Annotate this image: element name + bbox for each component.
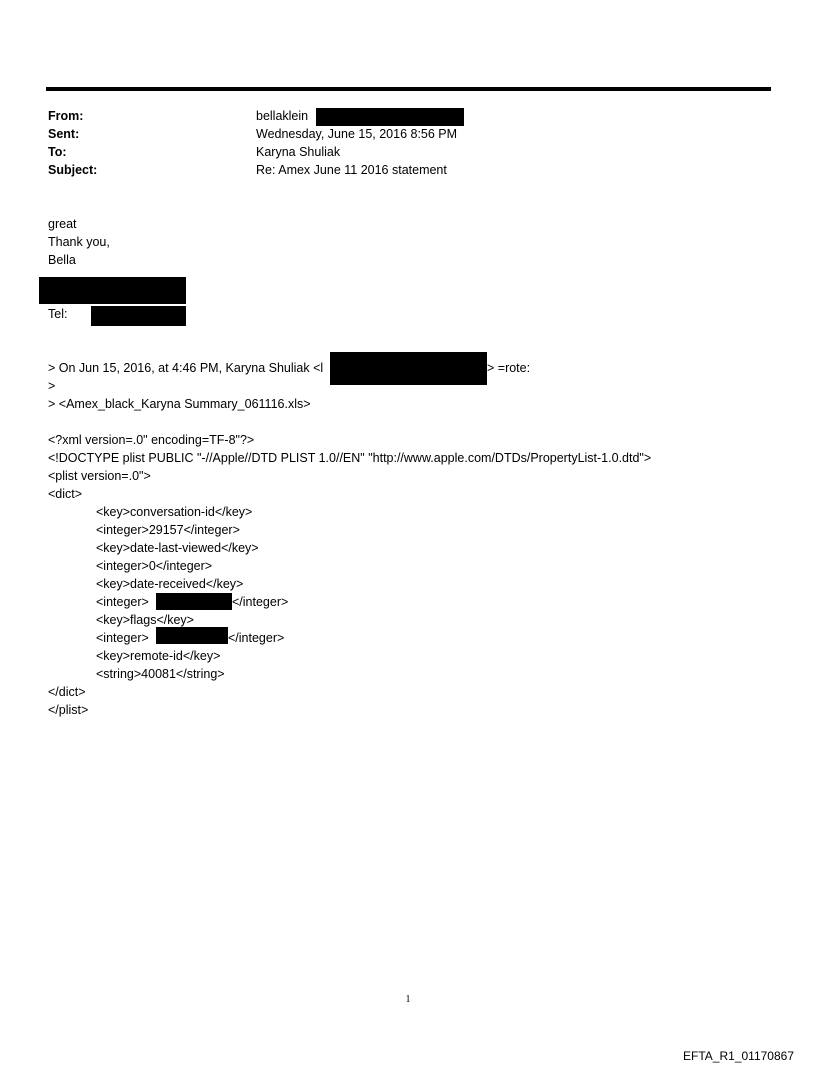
redaction-from-email (316, 108, 464, 126)
header-rule (46, 87, 771, 91)
dict-close-tag: </dict> (48, 685, 86, 699)
quote-line-2: > (48, 379, 56, 393)
plist-open-tag: <plist version=.0"> (48, 469, 151, 483)
plist-value-conversation-id: <integer>29157</integer> (96, 523, 240, 537)
plist-value-date-received-suffix: </integer> (232, 595, 289, 609)
plist-key-remote-id: <key>remote-id</key> (96, 649, 221, 663)
plist-close-tag: </plist> (48, 703, 89, 717)
plist-value-remote-id: <string>40081</string> (96, 667, 225, 681)
body-line-signature: Bella (48, 253, 76, 267)
to-value: Karyna Shuliak (256, 145, 341, 159)
plist-xml-declaration: <?xml version=.0" encoding=TF-8"?> (48, 433, 255, 447)
plist-key-conversation-id: <key>conversation-id</key> (96, 505, 253, 519)
to-label: To: (48, 145, 67, 159)
dict-open-tag: <dict> (48, 487, 83, 501)
bates-number: EFTA_R1_01170867 (683, 1049, 794, 1063)
plist-value-flags-prefix: <integer> (96, 631, 149, 645)
plist-value-flags-suffix: </integer> (228, 631, 285, 645)
plist-value-date-received-prefix: <integer> (96, 595, 149, 609)
page-number: 1 (405, 994, 411, 1005)
redaction-flags (156, 627, 228, 644)
quote-line-1 (48, 359, 323, 377)
plist-doctype: <!DOCTYPE plist PUBLIC "-//Apple//DTD PLIST 1.0//EN" "http://www.apple.com/DTDs/PropertyList-1.0.dtd"> (48, 451, 652, 465)
redaction-date-received (156, 593, 232, 610)
body-line-great: great (48, 217, 77, 231)
tel-label: Tel: (48, 307, 68, 321)
sent-value: Wednesday, June 15, 2016 8:56 PM (256, 127, 458, 141)
quote-line-1-prefix: > On Jun 15, 2016, at 4:46 PM, Karyna Shuliak < (48, 361, 321, 375)
quote-line-1-mid: l (320, 361, 324, 375)
plist-key-date-last-viewed: <key>date-last-viewed</key> (96, 541, 259, 555)
redaction-signature-block (39, 277, 186, 304)
sent-label: Sent: (48, 127, 80, 141)
redaction-sender-email (330, 352, 487, 385)
plist-key-flags: <key>flags</key> (96, 613, 194, 627)
body-line-thanks: Thank you, (48, 235, 110, 249)
from-value: bellaklein (256, 109, 309, 123)
quote-line-attachment: > <Amex_black_Karyna Summary_061116.xls> (48, 397, 311, 411)
redaction-phone (91, 306, 186, 326)
from-label: From: (48, 109, 84, 123)
plist-key-date-received: <key>date-received</key> (96, 577, 244, 591)
subject-label: Subject: (48, 163, 98, 177)
quote-line-1-suffix: > =rote: (487, 361, 531, 375)
plist-value-date-last-viewed: <integer>0</integer> (96, 559, 213, 573)
subject-value: Re: Amex June 11 2016 statement (256, 163, 447, 177)
